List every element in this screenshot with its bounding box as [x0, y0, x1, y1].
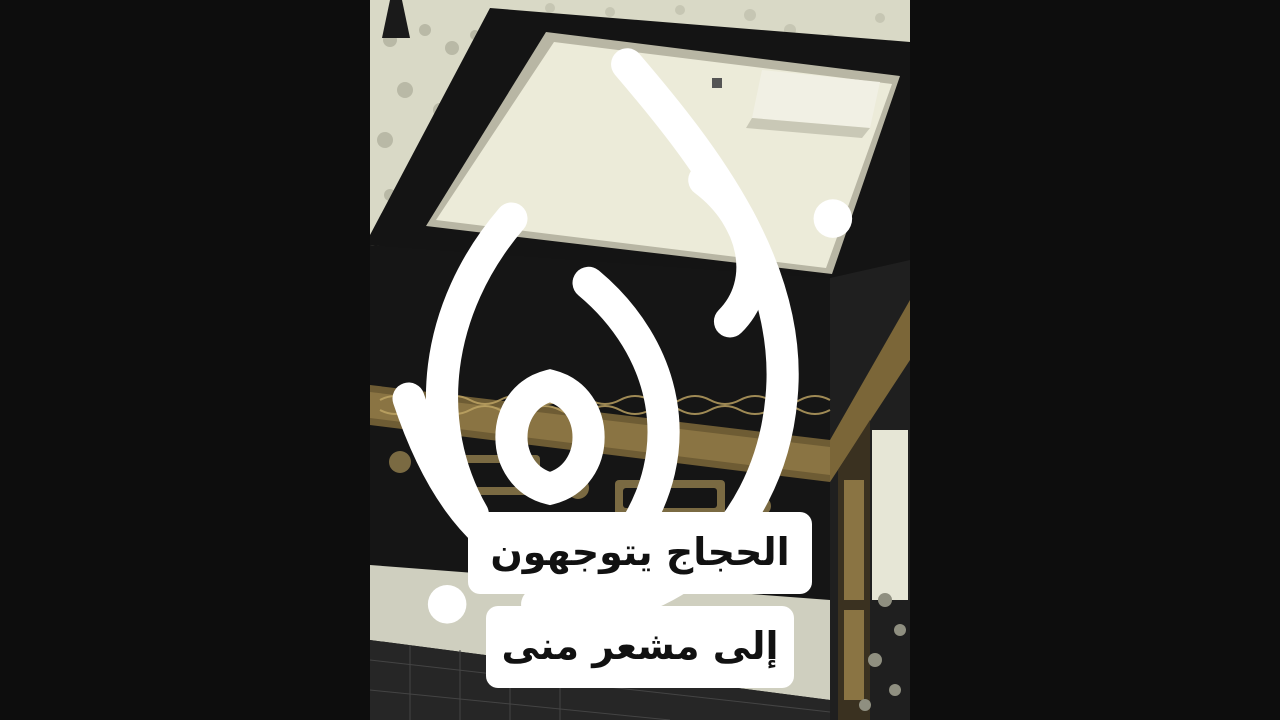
- video-frame[interactable]: [370, 0, 910, 720]
- caption-line-1: الحجاج يتوجهون: [468, 512, 812, 594]
- right-letterbox: [910, 0, 1280, 720]
- caption-line-2: إلى مشعر منى: [486, 606, 794, 688]
- left-letterbox: [0, 0, 370, 720]
